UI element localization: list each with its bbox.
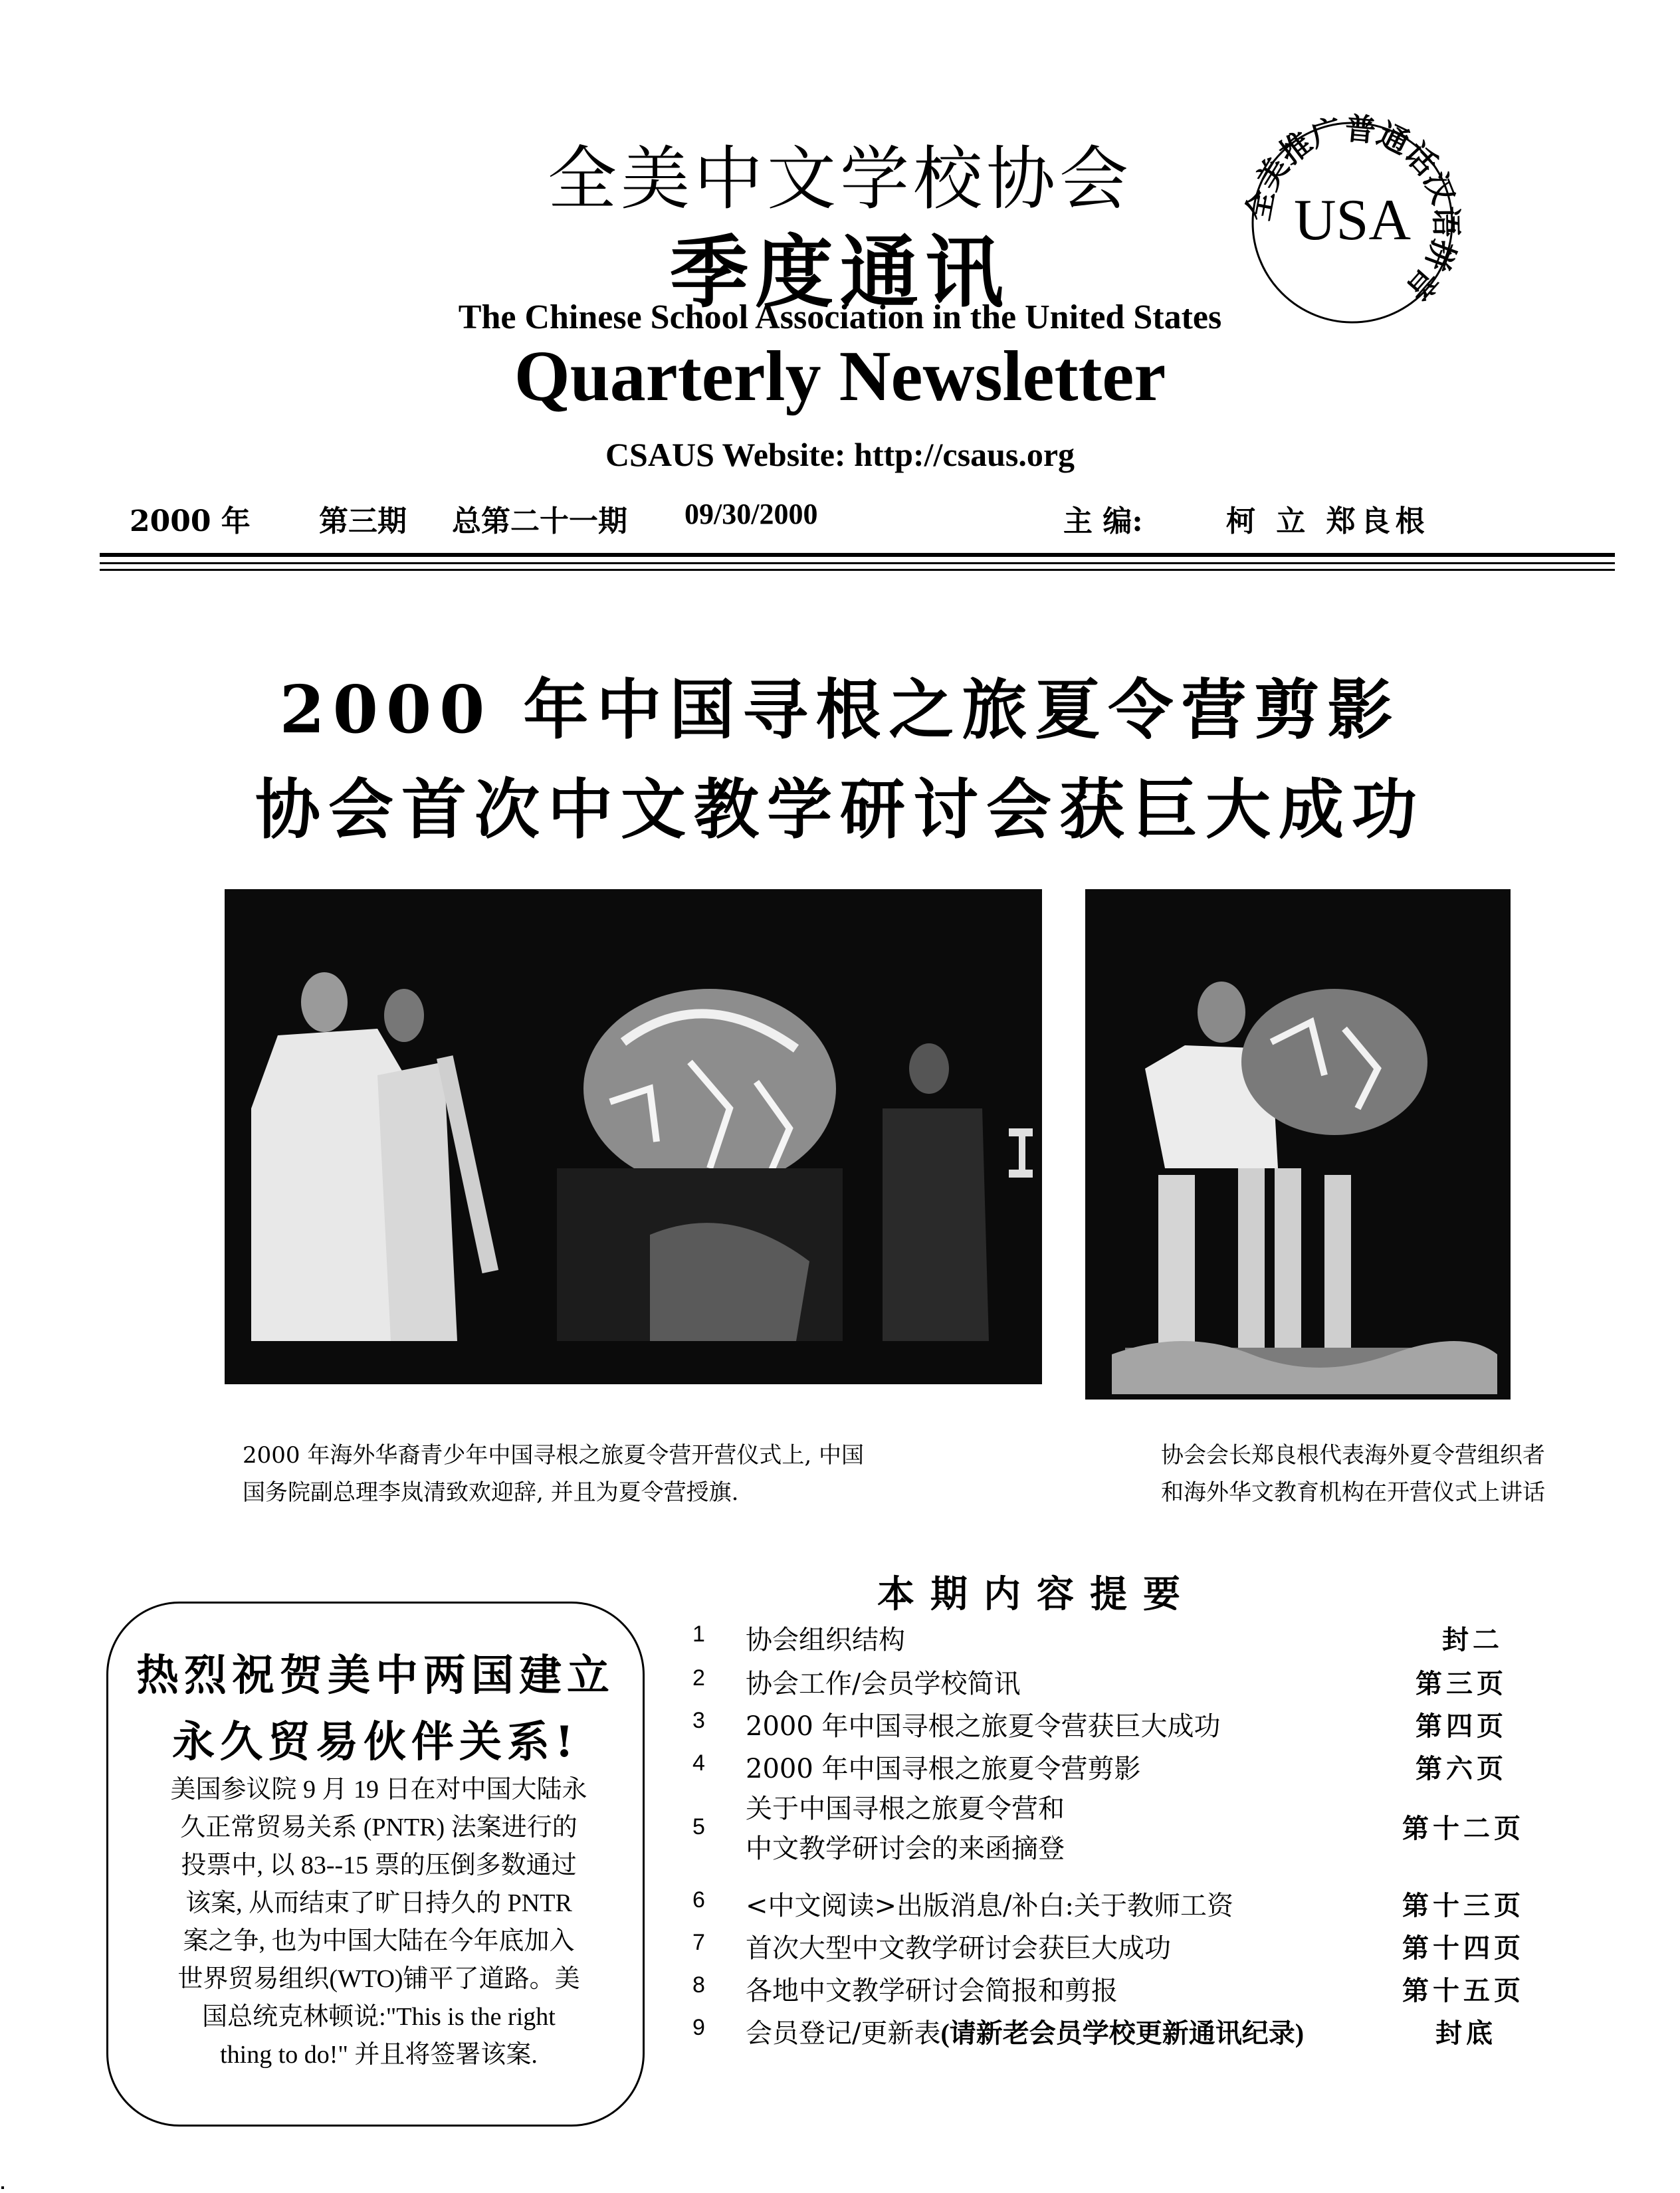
- notice-line: 国总统克林顿说:"This is the right: [202, 2003, 556, 2031]
- toc-item-page: 第十三页: [1402, 1890, 1524, 1921]
- caption-line: 国务院副总理李岚清致欢迎辞, 并且为夏令营授旗.: [243, 1479, 739, 1506]
- seal-center-text: USA: [1293, 188, 1412, 253]
- website-line: CSAUS Website: http://csaus.org: [605, 436, 1075, 473]
- english-title: Quarterly Newsletter: [514, 337, 1166, 416]
- notice-line: 久正常贸易关系 (PNTR) 法案进行的: [180, 1814, 578, 1841]
- toc-item-page: 第十五页: [1402, 1975, 1524, 2006]
- toc-item-number: 1: [692, 1621, 705, 1647]
- toc-item-title-line2: 中文教学研讨会的来函摘登: [746, 1833, 1065, 1864]
- toc-item-number: 8: [692, 1972, 705, 1998]
- toc-list: [684, 1621, 1548, 2060]
- chinese-subtitle: 季度通讯: [669, 226, 1010, 318]
- headline-2: 协会首次中文教学研讨会获巨大成功: [255, 772, 1425, 848]
- headline-1: 2000 年中国寻根之旅夏令营剪影: [279, 672, 1401, 748]
- toc-item-page: 封底: [1435, 2018, 1497, 2049]
- caption-line: 2000 年海外华裔青少年中国寻根之旅夏令营开营仪式上, 中国: [243, 1442, 864, 1469]
- editor-label: 主 编:: [1063, 504, 1143, 538]
- header-rule-thick: [100, 553, 1615, 557]
- editor-names: 柯 立 郑良根: [1226, 504, 1430, 538]
- notice-heading-line1: 热烈祝贺美中两国建立: [136, 1651, 615, 1701]
- header-rule-thin: [100, 569, 1615, 571]
- issue-number: 第三期: [319, 504, 407, 538]
- toc-item-number: 6: [692, 1887, 705, 1913]
- toc-item-page: 第四页: [1416, 1711, 1507, 1742]
- chinese-title: 全美中文学校协会: [547, 138, 1132, 219]
- speaker-photo-caption: [1067, 1437, 1545, 1511]
- toc-item-number: 3: [692, 1708, 705, 1733]
- toc-item-number: 7: [692, 1930, 705, 1955]
- caption-line: 和海外华文教育机构在开营仪式上讲话: [1161, 1479, 1545, 1506]
- ceremony-photo-caption: [243, 1437, 1027, 1511]
- toc-item-title: 首次大型中文教学研讨会获巨大成功: [746, 1933, 1171, 1964]
- issue-info-row: [130, 497, 1485, 544]
- toc-item-number: 4: [692, 1750, 705, 1776]
- english-organization: The Chinese School Association in the United States: [458, 298, 1222, 336]
- usa-seal-logo-icon: [1239, 110, 1465, 336]
- toc-item-title: 关于中国寻根之旅夏令营和: [746, 1794, 1065, 1824]
- notice-line: thing to do!" 并且将签署该案.: [220, 2041, 538, 2069]
- toc-item-number: 5: [692, 1814, 705, 1839]
- toc-item-title: 协会工作/会员学校简讯: [746, 1669, 1021, 1699]
- toc-item-title: [746, 2012, 1304, 2050]
- notice-body: [153, 1771, 605, 2074]
- notice-line: 投票中, 以 83--15 票的压倒多数通过: [181, 1851, 577, 1879]
- notice-line: 案之争, 也为中国大陆在今年底加入: [183, 1927, 575, 1955]
- notice-line: 世界贸易组织(WTO)铺平了道路。美: [177, 1965, 580, 1993]
- toc-item-page: 第三页: [1416, 1668, 1507, 1699]
- toc-item-title: 2000 年中国寻根之旅夏令营获巨大成功: [746, 1711, 1221, 1742]
- issue-total: 总第二十一期: [452, 504, 627, 538]
- toc-heading: 本期内容提要: [877, 1572, 1196, 1616]
- toc-item-number: 2: [692, 1665, 705, 1691]
- speaker-photo: [1085, 889, 1511, 1400]
- seal-ring-text: 全美推广普通话汉语拼音: [1239, 110, 1465, 308]
- ceremony-photo: [225, 889, 1042, 1384]
- scan-mark: [1, 2186, 4, 2189]
- toc-item-title: 协会组织结构: [746, 1625, 905, 1655]
- toc-item-number: 9: [692, 2015, 705, 2040]
- toc-item-title: 各地中文教学研讨会简报和剪报: [746, 1976, 1118, 2006]
- header-rule-thin: [100, 562, 1615, 564]
- toc-item-page: 封二: [1442, 1624, 1503, 1655]
- toc-item-page: 第六页: [1416, 1753, 1507, 1784]
- toc-item-page: 第十四页: [1402, 1932, 1524, 1964]
- notice-line: 该案, 从而结束了旷日持久的 PNTR: [185, 1889, 572, 1917]
- toc-item-page: 第十二页: [1402, 1813, 1524, 1844]
- notice-heading-line2: 永久贸易伙伴关系!: [171, 1717, 579, 1767]
- issue-year: 2000 年: [130, 504, 251, 538]
- notice-line: 美国参议院 9 月 19 日在对中国大陆永: [170, 1776, 587, 1804]
- issue-date: 09/30/2000: [684, 498, 818, 530]
- toc-item-title-main: 会员登记/更新表: [746, 2018, 941, 2049]
- toc-item-title: <中文阅读>出版消息/补白:关于教师工资: [746, 1891, 1233, 1921]
- toc-item-title: 2000 年中国寻根之旅夏令营剪影: [746, 1754, 1141, 1784]
- caption-line: 协会会长郑良根代表海外夏令营组织者: [1161, 1442, 1545, 1469]
- toc-item-title-note: (请新老会员学校更新通讯纪录): [940, 2018, 1305, 2048]
